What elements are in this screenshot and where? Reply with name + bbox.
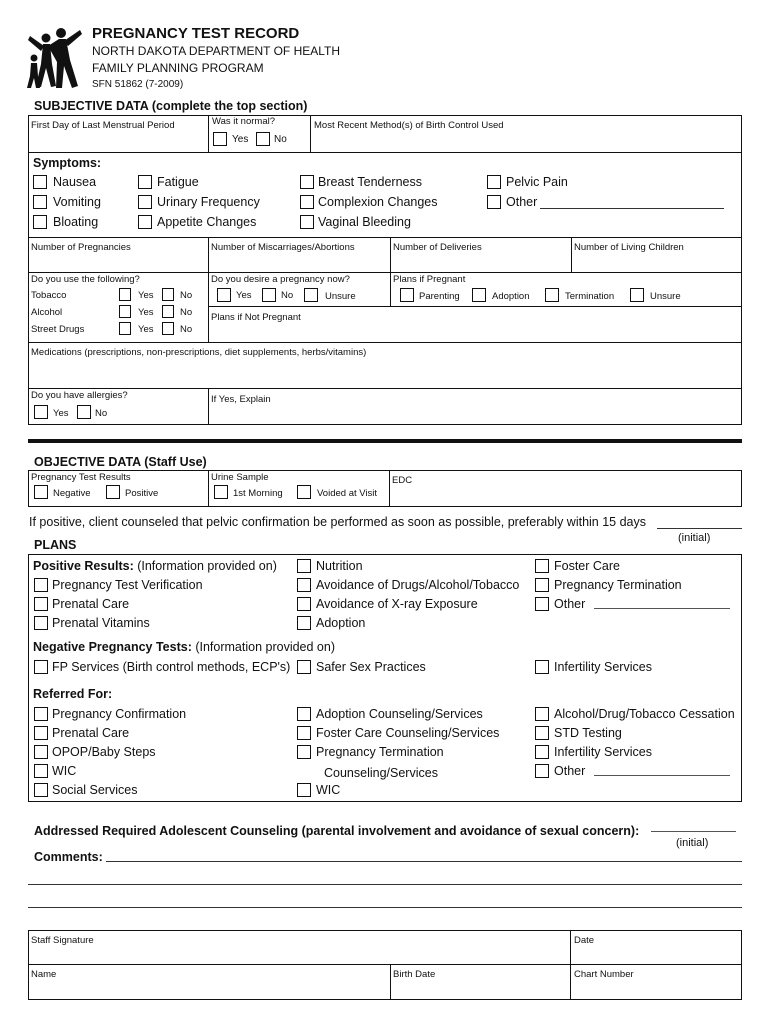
vaginal-label: Vaginal Bleeding <box>318 215 411 229</box>
subjective-section <box>28 115 742 425</box>
positive-results-heading <box>33 559 277 573</box>
allergies-yes-checkbox[interactable] <box>34 405 48 419</box>
fatigue-checkbox[interactable] <box>138 175 152 189</box>
ref-preg-confirm-label: Pregnancy Confirmation <box>52 707 187 721</box>
department-name: NORTH DAKOTA DEPARTMENT OF HEALTH <box>92 44 341 58</box>
drugs-no-checkbox[interactable] <box>162 322 174 335</box>
plans-other-field[interactable] <box>594 608 730 609</box>
desire-yes-checkbox[interactable] <box>217 288 231 302</box>
symptoms-label: Symptoms: <box>33 156 102 170</box>
section-divider <box>28 439 742 443</box>
termination-label: Termination <box>565 291 615 302</box>
alcohol-yes-label: Yes <box>138 307 154 318</box>
first-morning-checkbox[interactable] <box>214 485 228 499</box>
negative-tests-bold: Negative Pregnancy Tests: <box>33 640 192 654</box>
adolescent-initial-field[interactable] <box>651 831 736 832</box>
program-name: FAMILY PLANNING PROGRAM <box>92 61 264 75</box>
avoid-xray-checkbox[interactable] <box>297 597 311 611</box>
desire-unsure-checkbox[interactable] <box>304 288 318 302</box>
ref-alcohol-checkbox[interactable] <box>535 707 549 721</box>
safer-sex-label: Safer Sex Practices <box>316 660 426 674</box>
counsel-initial-label: (initial) <box>678 532 711 544</box>
foster-care-checkbox[interactable] <box>535 559 549 573</box>
plans-pregnant-label: Plans if Pregnant <box>393 274 466 285</box>
urinary-label: Urinary Frequency <box>157 195 260 209</box>
desire-no-checkbox[interactable] <box>262 288 276 302</box>
normal-no-checkbox[interactable] <box>256 132 270 146</box>
complexion-checkbox[interactable] <box>300 195 314 209</box>
ref-adoption-checkbox[interactable] <box>297 707 311 721</box>
tobacco-no-label: No <box>180 290 193 301</box>
ref-prenatal-label: Prenatal Care <box>52 726 130 740</box>
nausea-checkbox[interactable] <box>33 175 47 189</box>
alcohol-no-checkbox[interactable] <box>162 305 174 318</box>
preg-term-label: Pregnancy Termination <box>554 578 682 592</box>
vaginal-checkbox[interactable] <box>300 215 314 229</box>
medications-label: Medications (prescriptions, non-prescriptions, diet supplements, herbs/vitamins) <box>31 347 367 358</box>
plans-other-label: Other <box>554 597 586 611</box>
bloating-checkbox[interactable] <box>33 215 47 229</box>
desire-no-label: No <box>281 290 294 301</box>
comments-label: Comments: <box>34 850 103 864</box>
infertility-label: Infertility Services <box>554 660 652 674</box>
use-label: Do you use the following? <box>31 274 140 285</box>
voided-checkbox[interactable] <box>297 485 311 499</box>
pelvic-checkbox[interactable] <box>487 175 501 189</box>
avoid-xray-label: Avoidance of X-ray Exposure <box>316 597 478 611</box>
prenatal-care-label: Prenatal Care <box>52 597 130 611</box>
appetite-checkbox[interactable] <box>138 215 152 229</box>
ref-wic-checkbox[interactable] <box>34 764 48 778</box>
chart-number-label: Chart Number <box>574 969 634 980</box>
complexion-label: Complexion Changes <box>318 195 438 209</box>
breast-checkbox[interactable] <box>300 175 314 189</box>
desire-unsure-label: Unsure <box>325 291 356 302</box>
fatigue-label: Fatigue <box>157 175 199 189</box>
avoid-drugs-label: Avoidance of Drugs/Alcohol/Tobacco <box>316 578 520 592</box>
avoid-drugs-checkbox[interactable] <box>297 578 311 592</box>
preg-term-checkbox[interactable] <box>535 578 549 592</box>
name-label: Name <box>31 969 57 980</box>
negative-checkbox[interactable] <box>34 485 48 499</box>
parenting-label: Parenting <box>419 291 460 302</box>
ref-std-checkbox[interactable] <box>535 726 549 740</box>
infertility-checkbox[interactable] <box>535 660 549 674</box>
comments-line-3[interactable] <box>28 907 742 908</box>
adoption-label: Adoption <box>492 291 530 302</box>
family-logo <box>26 26 82 92</box>
appetite-label: Appetite Changes <box>157 215 257 229</box>
birth-date-label: Birth Date <box>393 969 436 980</box>
adoption-info-checkbox[interactable] <box>297 616 311 630</box>
ref-other-checkbox[interactable] <box>535 764 549 778</box>
ref-prenatal-checkbox[interactable] <box>34 726 48 740</box>
prenatal-care-checkbox[interactable] <box>34 597 48 611</box>
positive-results-bold: Positive Results: <box>33 559 134 573</box>
drugs-no-label: No <box>180 324 193 335</box>
ref-infertility-label: Infertility Services <box>554 745 652 759</box>
preg-verify-label: Pregnancy Test Verification <box>52 578 203 592</box>
method-label: Most Recent Method(s) of Birth Control Used <box>314 120 504 131</box>
form-title: PREGNANCY TEST RECORD <box>92 25 300 42</box>
negative-tests-heading <box>33 640 335 654</box>
normal-yes-checkbox[interactable] <box>213 132 227 146</box>
ref-std-label: STD Testing <box>554 726 622 740</box>
bloating-label: Bloating <box>53 215 99 229</box>
nutrition-label: Nutrition <box>316 559 363 573</box>
pregnancies-label: Number of Pregnancies <box>31 242 131 253</box>
allergies-no-checkbox[interactable] <box>77 405 91 419</box>
objective-heading: OBJECTIVE DATA (Staff Use) <box>34 455 207 469</box>
nutrition-checkbox[interactable] <box>297 559 311 573</box>
prenatal-vit-checkbox[interactable] <box>34 616 48 630</box>
comments-line-1[interactable] <box>106 861 742 862</box>
desire-label: Do you desire a pregnancy now? <box>211 274 350 285</box>
ref-other-label: Other <box>554 764 586 778</box>
explain-label: If Yes, Explain <box>211 394 271 405</box>
ref-foster-label: Foster Care Counseling/Services <box>316 726 500 740</box>
other-symptom-checkbox[interactable] <box>487 195 501 209</box>
signature-section <box>28 930 742 1000</box>
drugs-yes-label: Yes <box>138 324 154 335</box>
ref-social-label: Social Services <box>52 783 138 797</box>
positive-label: Positive <box>125 488 159 499</box>
prenatal-vit-label: Prenatal Vitamins <box>52 616 150 630</box>
date-label: Date <box>574 935 595 946</box>
vomiting-label: Vomiting <box>53 195 101 209</box>
allergies-no-label: No <box>95 408 108 419</box>
ref-alcohol-label: Alcohol/Drug/Tobacco Cessation <box>554 707 735 721</box>
adolescent-initial-label: (initial) <box>676 837 709 849</box>
normal-no-label: No <box>274 134 287 145</box>
normal-yes-label: Yes <box>232 134 249 145</box>
positive-checkbox[interactable] <box>106 485 120 499</box>
miscarriages-label: Number of Miscarriages/Abortions <box>211 242 355 253</box>
voided-label: Voided at Visit <box>317 488 378 499</box>
drugs-label: Street Drugs <box>31 324 85 335</box>
ref-infertility-checkbox[interactable] <box>535 745 549 759</box>
other-symptom-label: Other <box>506 195 538 209</box>
breast-label: Breast Tenderness <box>318 175 422 189</box>
ref-wic2-label: WIC <box>316 783 341 797</box>
tobacco-no-checkbox[interactable] <box>162 288 174 301</box>
negative-label: Negative <box>53 488 91 499</box>
ref-wic-label: WIC <box>52 764 77 778</box>
comments-line-2[interactable] <box>28 884 742 885</box>
plans-unsure-label: Unsure <box>650 291 681 302</box>
tobacco-yes-label: Yes <box>138 290 154 301</box>
vomiting-checkbox[interactable] <box>33 195 47 209</box>
ref-social-checkbox[interactable] <box>34 783 48 797</box>
termination-checkbox[interactable] <box>545 288 559 302</box>
ref-opop-checkbox[interactable] <box>34 745 48 759</box>
test-results-label: Pregnancy Test Results <box>31 472 131 483</box>
alcohol-no-label: No <box>180 307 193 318</box>
deliveries-label: Number of Deliveries <box>393 242 482 253</box>
referred-for-heading: Referred For: <box>33 687 113 701</box>
ref-other-field[interactable] <box>594 775 730 776</box>
ref-preg-term-label: Pregnancy Termination <box>316 745 444 759</box>
ref-wic2-checkbox[interactable] <box>297 783 311 797</box>
normal-label: Was it normal? <box>212 116 275 127</box>
urine-sample-label: Urine Sample <box>211 472 269 483</box>
ref-adoption-label: Adoption Counseling/Services <box>316 707 483 721</box>
pelvic-label: Pelvic Pain <box>506 175 568 189</box>
plans-not-pregnant-label: Plans if Not Pregnant <box>211 312 301 323</box>
foster-care-label: Foster Care <box>554 559 620 573</box>
living-children-label: Number of Living Children <box>574 242 684 253</box>
counsel-initial-field[interactable] <box>657 528 742 529</box>
ref-preg-term-checkbox[interactable] <box>297 745 311 759</box>
desire-yes-label: Yes <box>236 290 252 301</box>
edc-label: EDC <box>392 475 413 486</box>
positive-results-info: (Information provided on) <box>137 559 277 573</box>
ref-counseling-label: Counseling/Services <box>324 766 438 780</box>
adolescent-statement: Addressed Required Adolescent Counseling (parental involvement and avoidance of sexual concern): <box>34 824 640 838</box>
lmp-label: First Day of Last Menstrual Period <box>31 120 175 131</box>
allergies-label: Do you have allergies? <box>31 390 128 401</box>
ref-foster-checkbox[interactable] <box>297 726 311 740</box>
drugs-yes-checkbox[interactable] <box>119 322 131 335</box>
plans-other-checkbox[interactable] <box>535 597 549 611</box>
counsel-statement: If positive, client counseled that pelvic confirmation be performed as soon as possible, preferably within 15 days <box>29 515 646 529</box>
fp-services-checkbox[interactable] <box>34 660 48 674</box>
tobacco-label: Tobacco <box>31 290 67 301</box>
negative-tests-info: (Information provided on) <box>195 640 335 654</box>
form-number: SFN 51862 (7-2009) <box>92 79 184 90</box>
adoption-info-label: Adoption <box>316 616 366 630</box>
parenting-checkbox[interactable] <box>400 288 414 302</box>
allergies-yes-label: Yes <box>53 408 69 419</box>
nausea-label: Nausea <box>53 175 97 189</box>
preg-verify-checkbox[interactable] <box>34 578 48 592</box>
staff-signature-label: Staff Signature <box>31 935 94 946</box>
fp-services-label: FP Services (Birth control methods, ECP's) <box>52 660 291 674</box>
alcohol-label: Alcohol <box>31 307 63 318</box>
alcohol-yes-checkbox[interactable] <box>119 305 131 318</box>
tobacco-yes-checkbox[interactable] <box>119 288 131 301</box>
other-symptom-field[interactable] <box>540 208 724 209</box>
safer-sex-checkbox[interactable] <box>297 660 311 674</box>
subjective-heading: SUBJECTIVE DATA (complete the top section) <box>34 99 308 113</box>
ref-preg-confirm-checkbox[interactable] <box>34 707 48 721</box>
adoption-checkbox[interactable] <box>472 288 486 302</box>
first-morning-label: 1st Morning <box>233 488 283 499</box>
plans-unsure-checkbox[interactable] <box>630 288 644 302</box>
urinary-checkbox[interactable] <box>138 195 152 209</box>
plans-heading: PLANS <box>34 538 77 552</box>
ref-opop-label: OPOP/Baby Steps <box>52 745 156 759</box>
